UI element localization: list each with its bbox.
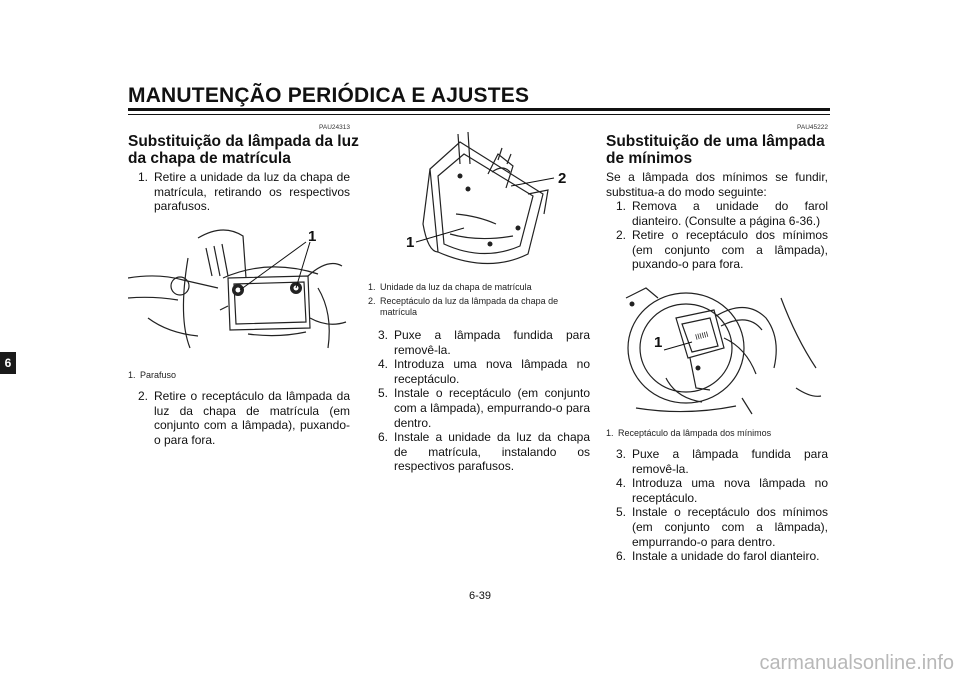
list-item: 2. Retire o receptáculo da lâmpada da luz da chapa de matrícula (em conjunto com a lâmpada), puxando-o para fora. bbox=[138, 389, 350, 447]
list-item: 4. Introduza uma nova lâmpada no receptáculo. bbox=[616, 476, 828, 505]
figure-position-light-socket bbox=[606, 278, 828, 418]
list-item: 6. Instale a unidade da luz da chapa de matrícula, instalando os respectivos parafusos. bbox=[378, 430, 590, 474]
right-step-list bbox=[606, 199, 828, 272]
illustration bbox=[128, 218, 350, 358]
section-heading: Substituição de uma lâmpada de mínimos bbox=[606, 133, 825, 167]
list-item: 4. Introduza uma nova lâmpada no receptáculo. bbox=[378, 357, 590, 386]
caption-item: 1. Parafuso bbox=[128, 370, 177, 380]
list-item: 1. Retire a unidade da luz da chapa de matrícula, retirando os respectivos parafusos. bbox=[138, 170, 350, 214]
list-item: 2. Retire o receptáculo dos mínimos (em conjunto com a lâmpada), puxando-o para fora. bbox=[616, 228, 828, 272]
illustration bbox=[368, 124, 590, 274]
figure-caption bbox=[128, 370, 350, 381]
figure-caption bbox=[368, 282, 590, 318]
section-heading: Substituição da lâmpada da luz da chapa de matrícula bbox=[128, 133, 359, 167]
list-item: 5. Instale o receptáculo (em conjunto com a lâmpada), empurrando-o para dentro. bbox=[378, 386, 590, 430]
watermark: carmanualsonline.info bbox=[759, 652, 954, 674]
list-item: 1. Remova a unidade do farol dianteiro. (Consulte a página 6-36.) bbox=[616, 199, 828, 228]
right-step-list-2 bbox=[606, 447, 828, 564]
caption-item: 1. Unidade da luz da chapa de matrícula bbox=[368, 282, 532, 292]
section-code: PAU24313 bbox=[319, 124, 350, 131]
figure-callout: 1 bbox=[654, 334, 663, 351]
chapter-tab: 6 bbox=[0, 352, 16, 374]
header-rule-thick bbox=[128, 108, 830, 111]
figure-license-light-screws bbox=[128, 218, 350, 358]
svg-text:IIIIII: IIIIII bbox=[694, 329, 710, 342]
page-number: 6-39 bbox=[468, 590, 492, 602]
caption-item: 1. Receptáculo da lâmpada dos mínimos bbox=[606, 428, 772, 438]
figure-caption bbox=[606, 428, 828, 439]
section-code: PAU45222 bbox=[797, 124, 828, 131]
list-item: 3. Puxe a lâmpada fundida para removê-la. bbox=[616, 447, 828, 476]
intro-paragraph: Se a lâmpada dos mínimos se fundir, substitua-a do modo seguinte: bbox=[606, 170, 828, 199]
illustration bbox=[606, 278, 828, 418]
figure-license-light-unit bbox=[368, 124, 590, 274]
figure-callout-1: 1 bbox=[406, 234, 415, 251]
header-rule-thin bbox=[128, 114, 830, 115]
caption-item: 2. Receptáculo da luz da lâmpada da chapa de matrícula bbox=[368, 296, 559, 317]
left-step-list-2 bbox=[128, 389, 350, 447]
figure-callout-2: 2 bbox=[558, 170, 567, 187]
list-item: 3. Puxe a lâmpada fundida para removê-la. bbox=[378, 328, 590, 357]
page-title: MANUTENÇÃO PERIÓDICA E AJUSTES bbox=[128, 84, 530, 107]
left-step-list bbox=[128, 170, 350, 214]
figure-callout: 1 bbox=[308, 228, 317, 245]
middle-step-list bbox=[368, 328, 590, 474]
list-item: 5. Instale o receptáculo dos mínimos (em conjunto com a lâmpada), empurrando-o para dentro. bbox=[616, 505, 828, 549]
list-item: 6. Instale a unidade do farol dianteiro. bbox=[616, 549, 820, 564]
